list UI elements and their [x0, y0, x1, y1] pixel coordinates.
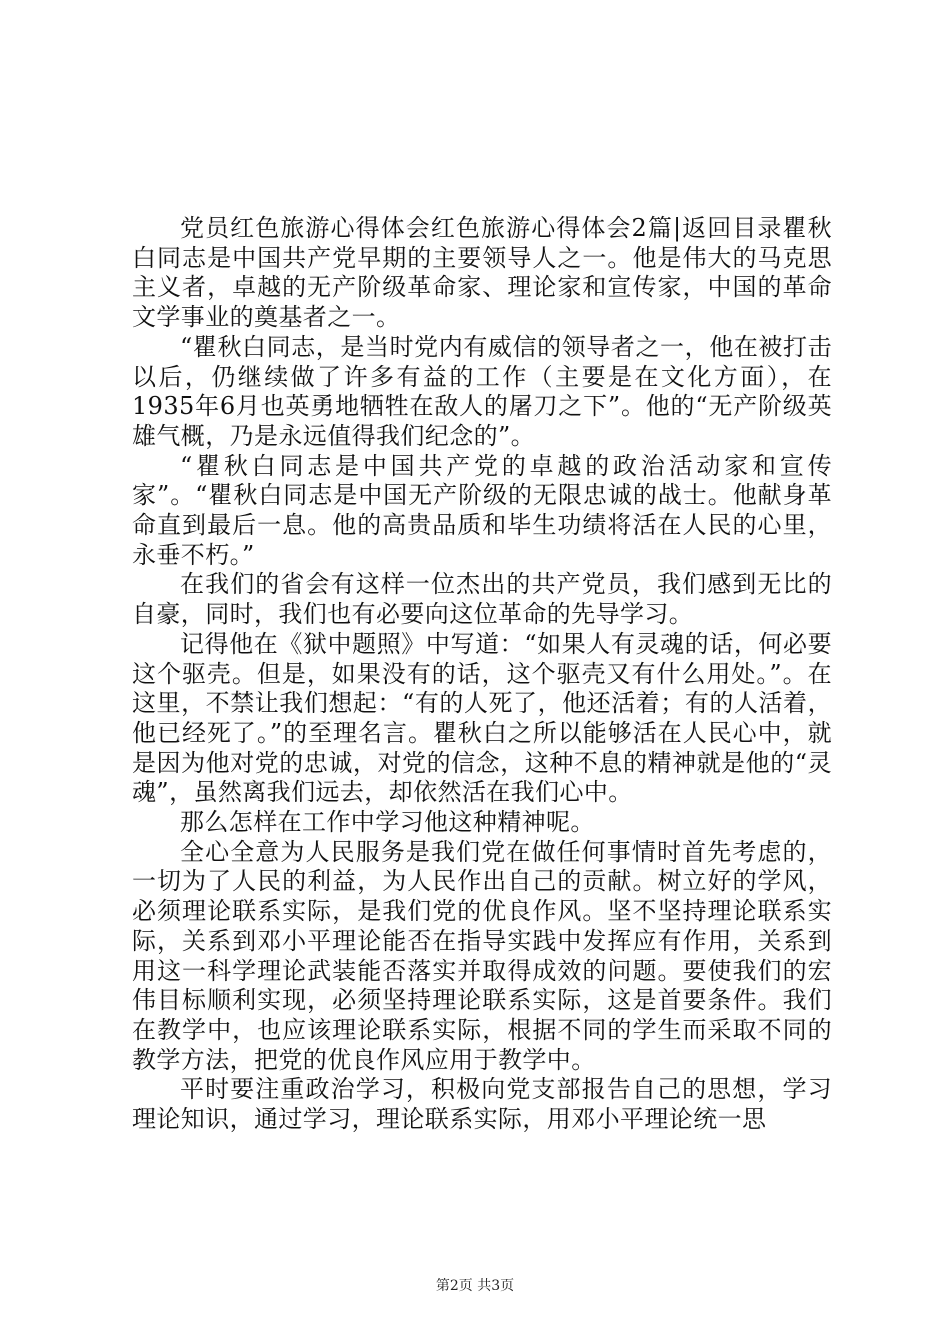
paragraph-1: 党员红色旅游心得体会红色旅游心得体会2篇|返回目录瞿秋白同志是中国共产党早期的主要领导人之一。他是伟大的马克思主义者，卓越的无产阶级革命家、理论家和宣传家，中国的革命文学事业的奠基者之一。 — [132, 214, 832, 332]
paragraph-7: 全心全意为人民服务是我们党在做任何事情时首先考虑的，一切为了人民的利益，为人民作出自己的贡献。树立好的学风，必须理论联系实际，是我们党的优良作风。坚不坚持理论联系实际，关系到邓小平理论能否在指导实践中发挥应有作用，关系到用这一科学理论武装能否落实并取得成效的问题。要使我们的宏伟目标顺利实现，必须坚持理论联系实际，这是首要条件。我们在教学中，也应该理论联系实际，根据不同的学生而采取不同的教学方法，把党的优良作风应用于教学中。 — [132, 837, 832, 1074]
paragraph-2: “瞿秋白同志，是当时党内有威信的领导者之一，他在被打击以后，仍继续做了许多有益的工作（主要是在文化方面），在1935年6月也英勇地牺牲在敌人的屠刀之下”。他的“无产阶级英雄气概，乃是永远值得我们纪念的”。 — [132, 332, 832, 450]
paragraph-8: 平时要注重政治学习，积极向党支部报告自己的思想，学习理论知识，通过学习，理论联系实际，用邓小平理论统一思 — [132, 1075, 832, 1134]
paragraph-6: 那么怎样在工作中学习他这种精神呢。 — [180, 808, 595, 837]
page-number-footer: 第2页 共3页 — [435, 1278, 515, 1294]
document-body — [132, 214, 832, 1135]
paragraph-3: “瞿秋白同志是中国共产党的卓越的政治活动家和宣传家”。“瞿秋白同志是中国无产阶级的无限忠诚的战士。他献身革命直到最后一息。他的高贵品质和毕生功绩将活在人民的心里，永垂不朽。” — [132, 451, 832, 569]
paragraph-5: 记得他在《狱中题照》中写道：“如果人有灵魂的话，何必要这个驱壳。但是，如果没有的话，这个驱壳又有什么用处。”。在这里，不禁让我们想起：“有的人死了，他还活着；有的人活着，他已经死了。”的至理名言。瞿秋白之所以能够活在人民心中，就是因为他对党的忠诚，对党的信念，这种不息的精神就是他的“灵魂”，虽然离我们远去，却依然活在我们心中。 — [132, 629, 832, 807]
paragraph-4: 在我们的省会有这样一位杰出的共产党员，我们感到无比的自豪，同时，我们也有必要向这位革命的先导学习。 — [132, 570, 832, 629]
